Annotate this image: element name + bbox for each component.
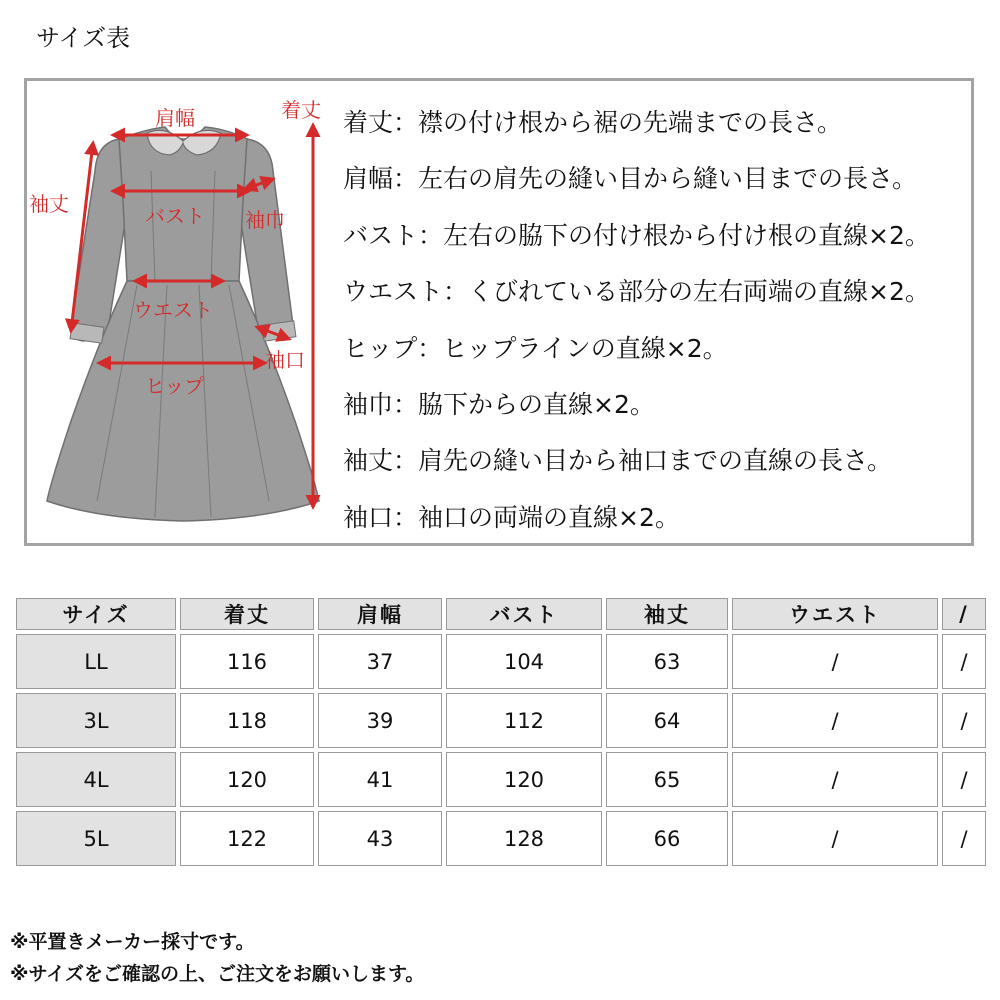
label-shoulder: 肩幅 xyxy=(155,106,195,130)
cell-extra: / xyxy=(942,752,986,807)
cell-extra: / xyxy=(942,811,986,866)
cell-shoulder: 37 xyxy=(318,634,442,689)
header-shoulder: 肩幅 xyxy=(318,598,442,630)
definition-sleeve-width: 袖巾：脇下からの直線×2。 xyxy=(343,390,655,420)
cell-length: 116 xyxy=(180,634,314,689)
note-confirm-size: ※サイズをご確認の上、ご注文をお願いします。 xyxy=(10,963,425,985)
header-size: サイズ xyxy=(16,598,176,630)
cell-waist: / xyxy=(732,811,938,866)
table-header-row xyxy=(16,598,986,630)
cell-length: 118 xyxy=(180,693,314,748)
definition-shoulder: 肩幅：左右の肩先の縫い目から縫い目までの長さ。 xyxy=(343,164,918,194)
measurement-diagram-panel xyxy=(24,78,974,546)
header-sleeve-length: 袖丈 xyxy=(606,598,728,630)
cell-sleeve-length: 64 xyxy=(606,693,728,748)
table-row xyxy=(16,752,986,807)
header-length: 着丈 xyxy=(180,598,314,630)
definition-hip: ヒップ：ヒップラインの直線×2。 xyxy=(343,333,728,363)
cell-shoulder: 43 xyxy=(318,811,442,866)
cell-bust: 112 xyxy=(446,693,602,748)
header-bust: バスト xyxy=(446,598,602,630)
definition-bust: バスト：左右の脇下の付け根から付け根の直線×2。 xyxy=(343,220,930,250)
label-length: 着丈 xyxy=(281,98,321,122)
header-extra: / xyxy=(942,598,986,630)
cell-bust: 120 xyxy=(446,752,602,807)
cell-bust: 104 xyxy=(446,634,602,689)
cell-waist: / xyxy=(732,634,938,689)
label-waist: ウエスト xyxy=(133,298,213,322)
label-hip: ヒップ xyxy=(145,374,205,398)
label-sleeve-width: 袖巾 xyxy=(245,208,285,232)
header-waist: ウエスト xyxy=(732,598,938,630)
cell-sleeve-length: 65 xyxy=(606,752,728,807)
cell-size: LL xyxy=(16,634,176,689)
definition-waist: ウエスト：くびれている部分の左右両端の直線×2。 xyxy=(343,277,930,307)
dress-illustration xyxy=(27,81,337,543)
cell-waist: / xyxy=(732,693,938,748)
table-row xyxy=(16,634,986,689)
cell-size: 4L xyxy=(16,752,176,807)
label-bust: バスト xyxy=(145,204,205,228)
cell-bust: 128 xyxy=(446,811,602,866)
cell-size: 3L xyxy=(16,693,176,748)
cell-sleeve-length: 63 xyxy=(606,634,728,689)
cell-waist: / xyxy=(732,752,938,807)
label-sleeve-length: 袖丈 xyxy=(29,192,69,216)
note-measurement: ※平置きメーカー採寸です。 xyxy=(10,931,255,953)
cell-length: 122 xyxy=(180,811,314,866)
notes xyxy=(10,926,424,990)
label-cuff: 袖口 xyxy=(265,348,305,372)
definition-sleeve-length: 袖丈：肩先の縫い目から袖口までの直線の長さ。 xyxy=(343,446,893,476)
cell-shoulder: 39 xyxy=(318,693,442,748)
definitions-list xyxy=(343,95,973,546)
table-row xyxy=(16,693,986,748)
table-row xyxy=(16,811,986,866)
definition-length: 着丈：襟の付け根から裾の先端までの長さ。 xyxy=(343,108,843,137)
cell-size: 5L xyxy=(16,811,176,866)
cell-extra: / xyxy=(942,693,986,748)
cell-extra: / xyxy=(942,634,986,689)
size-table xyxy=(12,594,990,870)
cell-shoulder: 41 xyxy=(318,752,442,807)
page-title: サイズ表 xyxy=(36,24,131,52)
cell-length: 120 xyxy=(180,752,314,807)
definition-cuff: 袖口：袖口の両端の直線×2。 xyxy=(343,502,680,532)
cell-sleeve-length: 66 xyxy=(606,811,728,866)
